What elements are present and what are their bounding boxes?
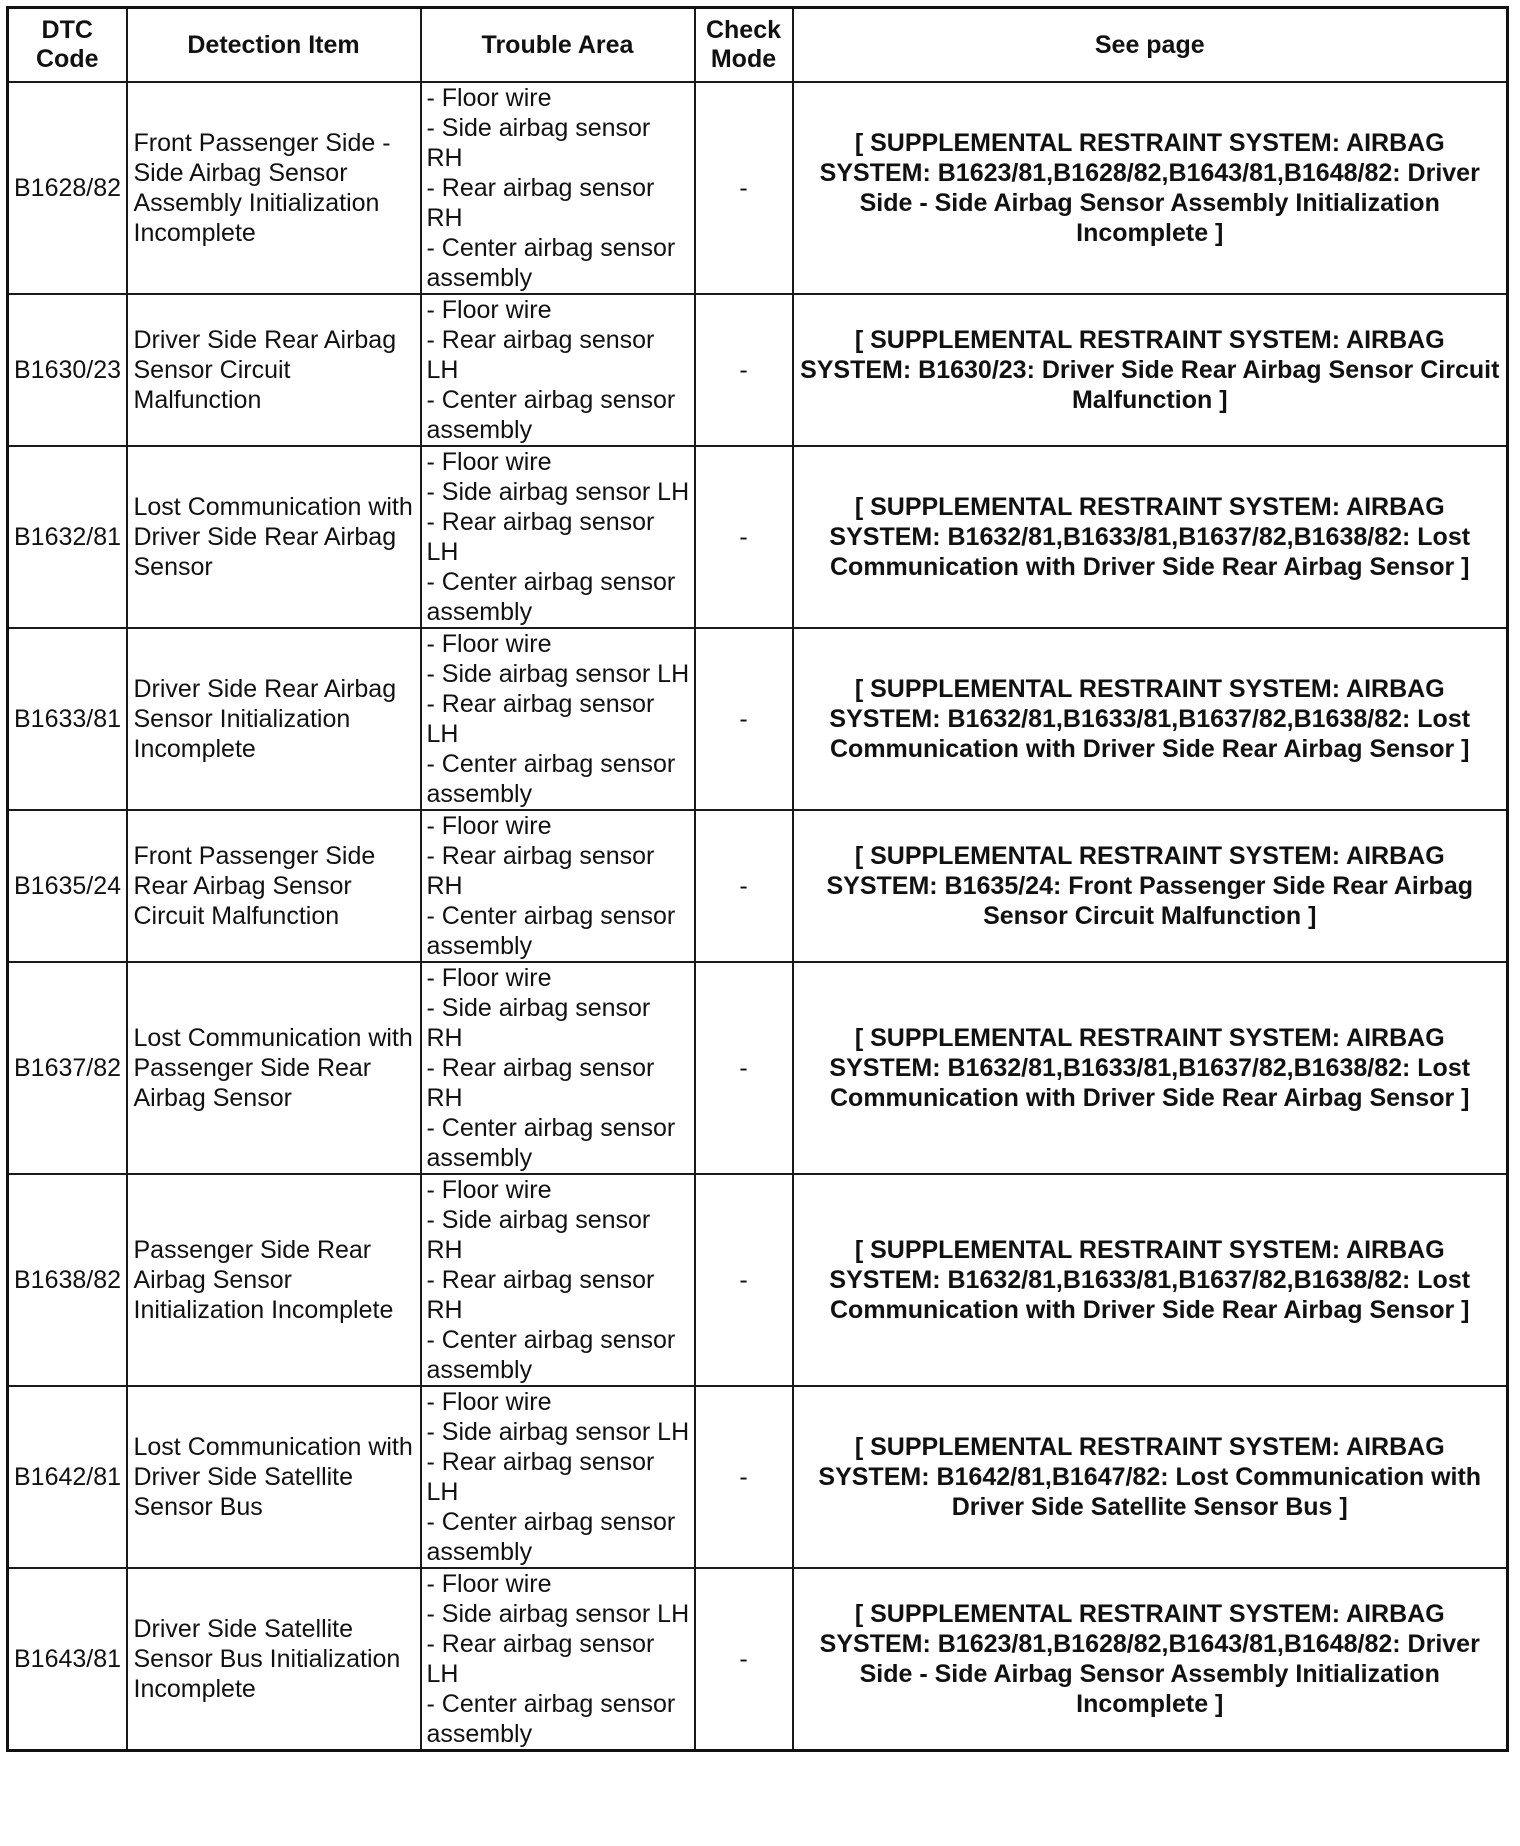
see-page-reference: [ SUPPLEMENTAL RESTRAINT SYSTEM: AIRBAG SYSTEM: B1632/81,B1633/81,B1637/82,B1638/82: Lost Communication with Driver Side Rear Airbag Sensor ] — [793, 1174, 1508, 1386]
check-mode-cell: - — [695, 294, 793, 446]
trouble-area-cell — [421, 446, 695, 628]
header-see-page: See page — [793, 8, 1508, 83]
trouble-area-item: - Floor wire — [426, 964, 552, 992]
trouble-area-item: - Rear airbag sensor RH — [426, 1054, 655, 1112]
trouble-area-cell — [421, 628, 695, 810]
dtc-code-cell: B1637/82 — [8, 962, 127, 1174]
trouble-area-cell — [421, 1568, 695, 1751]
trouble-area-cell — [421, 962, 695, 1174]
check-mode-cell: - — [695, 1386, 793, 1568]
trouble-area-item: - Rear airbag sensor LH — [426, 1448, 655, 1506]
detection-item-cell: Front Passenger Side Rear Airbag Sensor Circuit Malfunction — [127, 810, 421, 962]
trouble-area-item: - Rear airbag sensor LH — [426, 1630, 655, 1688]
check-mode-cell: - — [695, 628, 793, 810]
table-row — [8, 1568, 1508, 1751]
check-mode-cell: - — [695, 82, 793, 294]
trouble-area-item: - Rear airbag sensor LH — [426, 690, 655, 748]
detection-item-cell: Passenger Side Rear Airbag Sensor Initialization Incomplete — [127, 1174, 421, 1386]
trouble-area-item: - Side airbag sensor RH — [426, 1206, 651, 1264]
trouble-area-item: - Side airbag sensor LH — [426, 660, 690, 688]
trouble-area-item: - Floor wire — [426, 84, 552, 112]
detection-item-cell: Lost Communication with Driver Side Rear Airbag Sensor — [127, 446, 421, 628]
detection-item-cell: Lost Communication with Driver Side Satellite Sensor Bus — [127, 1386, 421, 1568]
check-mode-cell: - — [695, 1568, 793, 1751]
trouble-area-item: - Rear airbag sensor RH — [426, 174, 655, 232]
detection-item-cell: Driver Side Satellite Sensor Bus Initialization Incomplete — [127, 1568, 421, 1751]
header-detection-item: Detection Item — [127, 8, 421, 83]
trouble-area-item: - Center airbag sensor assembly — [426, 902, 676, 960]
document-page — [6, 6, 1506, 1752]
dtc-code-cell: B1635/24 — [8, 810, 127, 962]
trouble-area-item: - Center airbag sensor assembly — [426, 568, 676, 626]
detection-item-cell: Driver Side Rear Airbag Sensor Initialization Incomplete — [127, 628, 421, 810]
table-row — [8, 294, 1508, 446]
see-page-reference: [ SUPPLEMENTAL RESTRAINT SYSTEM: AIRBAG SYSTEM: B1632/81,B1633/81,B1637/82,B1638/82: Lost Communication with Driver Side Rear Airbag Sensor ] — [793, 446, 1508, 628]
trouble-area-item: - Side airbag sensor RH — [426, 994, 651, 1052]
table-body — [8, 82, 1508, 1751]
trouble-area-item: - Floor wire — [426, 812, 552, 840]
dtc-code-cell: B1638/82 — [8, 1174, 127, 1386]
trouble-area-item: - Floor wire — [426, 296, 552, 324]
dtc-code-cell: B1628/82 — [8, 82, 127, 294]
dtc-code-cell: B1643/81 — [8, 1568, 127, 1751]
table-row — [8, 1386, 1508, 1568]
trouble-area-item: - Center airbag sensor assembly — [426, 234, 676, 292]
see-page-reference: [ SUPPLEMENTAL RESTRAINT SYSTEM: AIRBAG SYSTEM: B1632/81,B1633/81,B1637/82,B1638/82: Lost Communication with Driver Side Rear Airbag Sensor ] — [793, 628, 1508, 810]
dtc-code-cell: B1632/81 — [8, 446, 127, 628]
trouble-area-cell — [421, 1174, 695, 1386]
trouble-area-item: - Center airbag sensor assembly — [426, 750, 676, 808]
header-dtc-code: DTC Code — [8, 8, 127, 83]
trouble-area-item: - Side airbag sensor LH — [426, 1418, 690, 1446]
detection-item-cell: Lost Communication with Passenger Side Rear Airbag Sensor — [127, 962, 421, 1174]
see-page-reference: [ SUPPLEMENTAL RESTRAINT SYSTEM: AIRBAG SYSTEM: B1630/23: Driver Side Rear Airbag Sensor Circuit Malfunction ] — [793, 294, 1508, 446]
see-page-reference: [ SUPPLEMENTAL RESTRAINT SYSTEM: AIRBAG SYSTEM: B1632/81,B1633/81,B1637/82,B1638/82: Lost Communication with Driver Side Rear Airbag Sensor ] — [793, 962, 1508, 1174]
trouble-area-item: - Center airbag sensor assembly — [426, 1114, 676, 1172]
trouble-area-item: - Floor wire — [426, 1570, 552, 1598]
dtc-code-cell: B1633/81 — [8, 628, 127, 810]
trouble-area-item: - Rear airbag sensor RH — [426, 1266, 655, 1324]
table-row — [8, 1174, 1508, 1386]
see-page-reference: [ SUPPLEMENTAL RESTRAINT SYSTEM: AIRBAG SYSTEM: B1623/81,B1628/82,B1643/81,B1648/82: Driver Side - Side Airbag Sensor Assembly Initialization Incomplete ] — [793, 82, 1508, 294]
trouble-area-cell — [421, 810, 695, 962]
trouble-area-item: - Floor wire — [426, 1176, 552, 1204]
header-row — [8, 8, 1508, 83]
check-mode-cell: - — [695, 446, 793, 628]
trouble-area-item: - Rear airbag sensor RH — [426, 842, 655, 900]
trouble-area-item: - Floor wire — [426, 630, 552, 658]
trouble-area-item: - Side airbag sensor LH — [426, 1600, 690, 1628]
dtc-code-cell: B1630/23 — [8, 294, 127, 446]
trouble-area-item: - Side airbag sensor RH — [426, 114, 651, 172]
dtc-table — [6, 6, 1509, 1752]
trouble-area-item: - Rear airbag sensor LH — [426, 326, 655, 384]
see-page-reference: [ SUPPLEMENTAL RESTRAINT SYSTEM: AIRBAG SYSTEM: B1623/81,B1628/82,B1643/81,B1648/82: Driver Side - Side Airbag Sensor Assembly Initialization Incomplete ] — [793, 1568, 1508, 1751]
table-row — [8, 962, 1508, 1174]
trouble-area-item: - Center airbag sensor assembly — [426, 1326, 676, 1384]
table-row — [8, 82, 1508, 294]
trouble-area-cell — [421, 294, 695, 446]
dtc-code-cell: B1642/81 — [8, 1386, 127, 1568]
table-row — [8, 810, 1508, 962]
detection-item-cell: Driver Side Rear Airbag Sensor Circuit Malfunction — [127, 294, 421, 446]
trouble-area-item: - Floor wire — [426, 1388, 552, 1416]
table-row — [8, 628, 1508, 810]
see-page-reference: [ SUPPLEMENTAL RESTRAINT SYSTEM: AIRBAG SYSTEM: B1642/81,B1647/82: Lost Communication with Driver Side Satellite Sensor Bus ] — [793, 1386, 1508, 1568]
trouble-area-item: - Floor wire — [426, 448, 552, 476]
trouble-area-item: - Center airbag sensor assembly — [426, 1508, 676, 1566]
trouble-area-item: - Center airbag sensor assembly — [426, 1690, 676, 1748]
check-mode-cell: - — [695, 1174, 793, 1386]
see-page-reference: [ SUPPLEMENTAL RESTRAINT SYSTEM: AIRBAG SYSTEM: B1635/24: Front Passenger Side Rear Airbag Sensor Circuit Malfunction ] — [793, 810, 1508, 962]
header-check-mode: Check Mode — [695, 8, 793, 83]
trouble-area-item: - Side airbag sensor LH — [426, 478, 690, 506]
check-mode-cell: - — [695, 962, 793, 1174]
header-trouble-area: Trouble Area — [421, 8, 695, 83]
table-row — [8, 446, 1508, 628]
detection-item-cell: Front Passenger Side - Side Airbag Sensor Assembly Initialization Incomplete — [127, 82, 421, 294]
trouble-area-item: - Rear airbag sensor LH — [426, 508, 655, 566]
table-header — [8, 8, 1508, 83]
trouble-area-item: - Center airbag sensor assembly — [426, 386, 676, 444]
check-mode-cell: - — [695, 810, 793, 962]
trouble-area-cell — [421, 1386, 695, 1568]
trouble-area-cell — [421, 82, 695, 294]
